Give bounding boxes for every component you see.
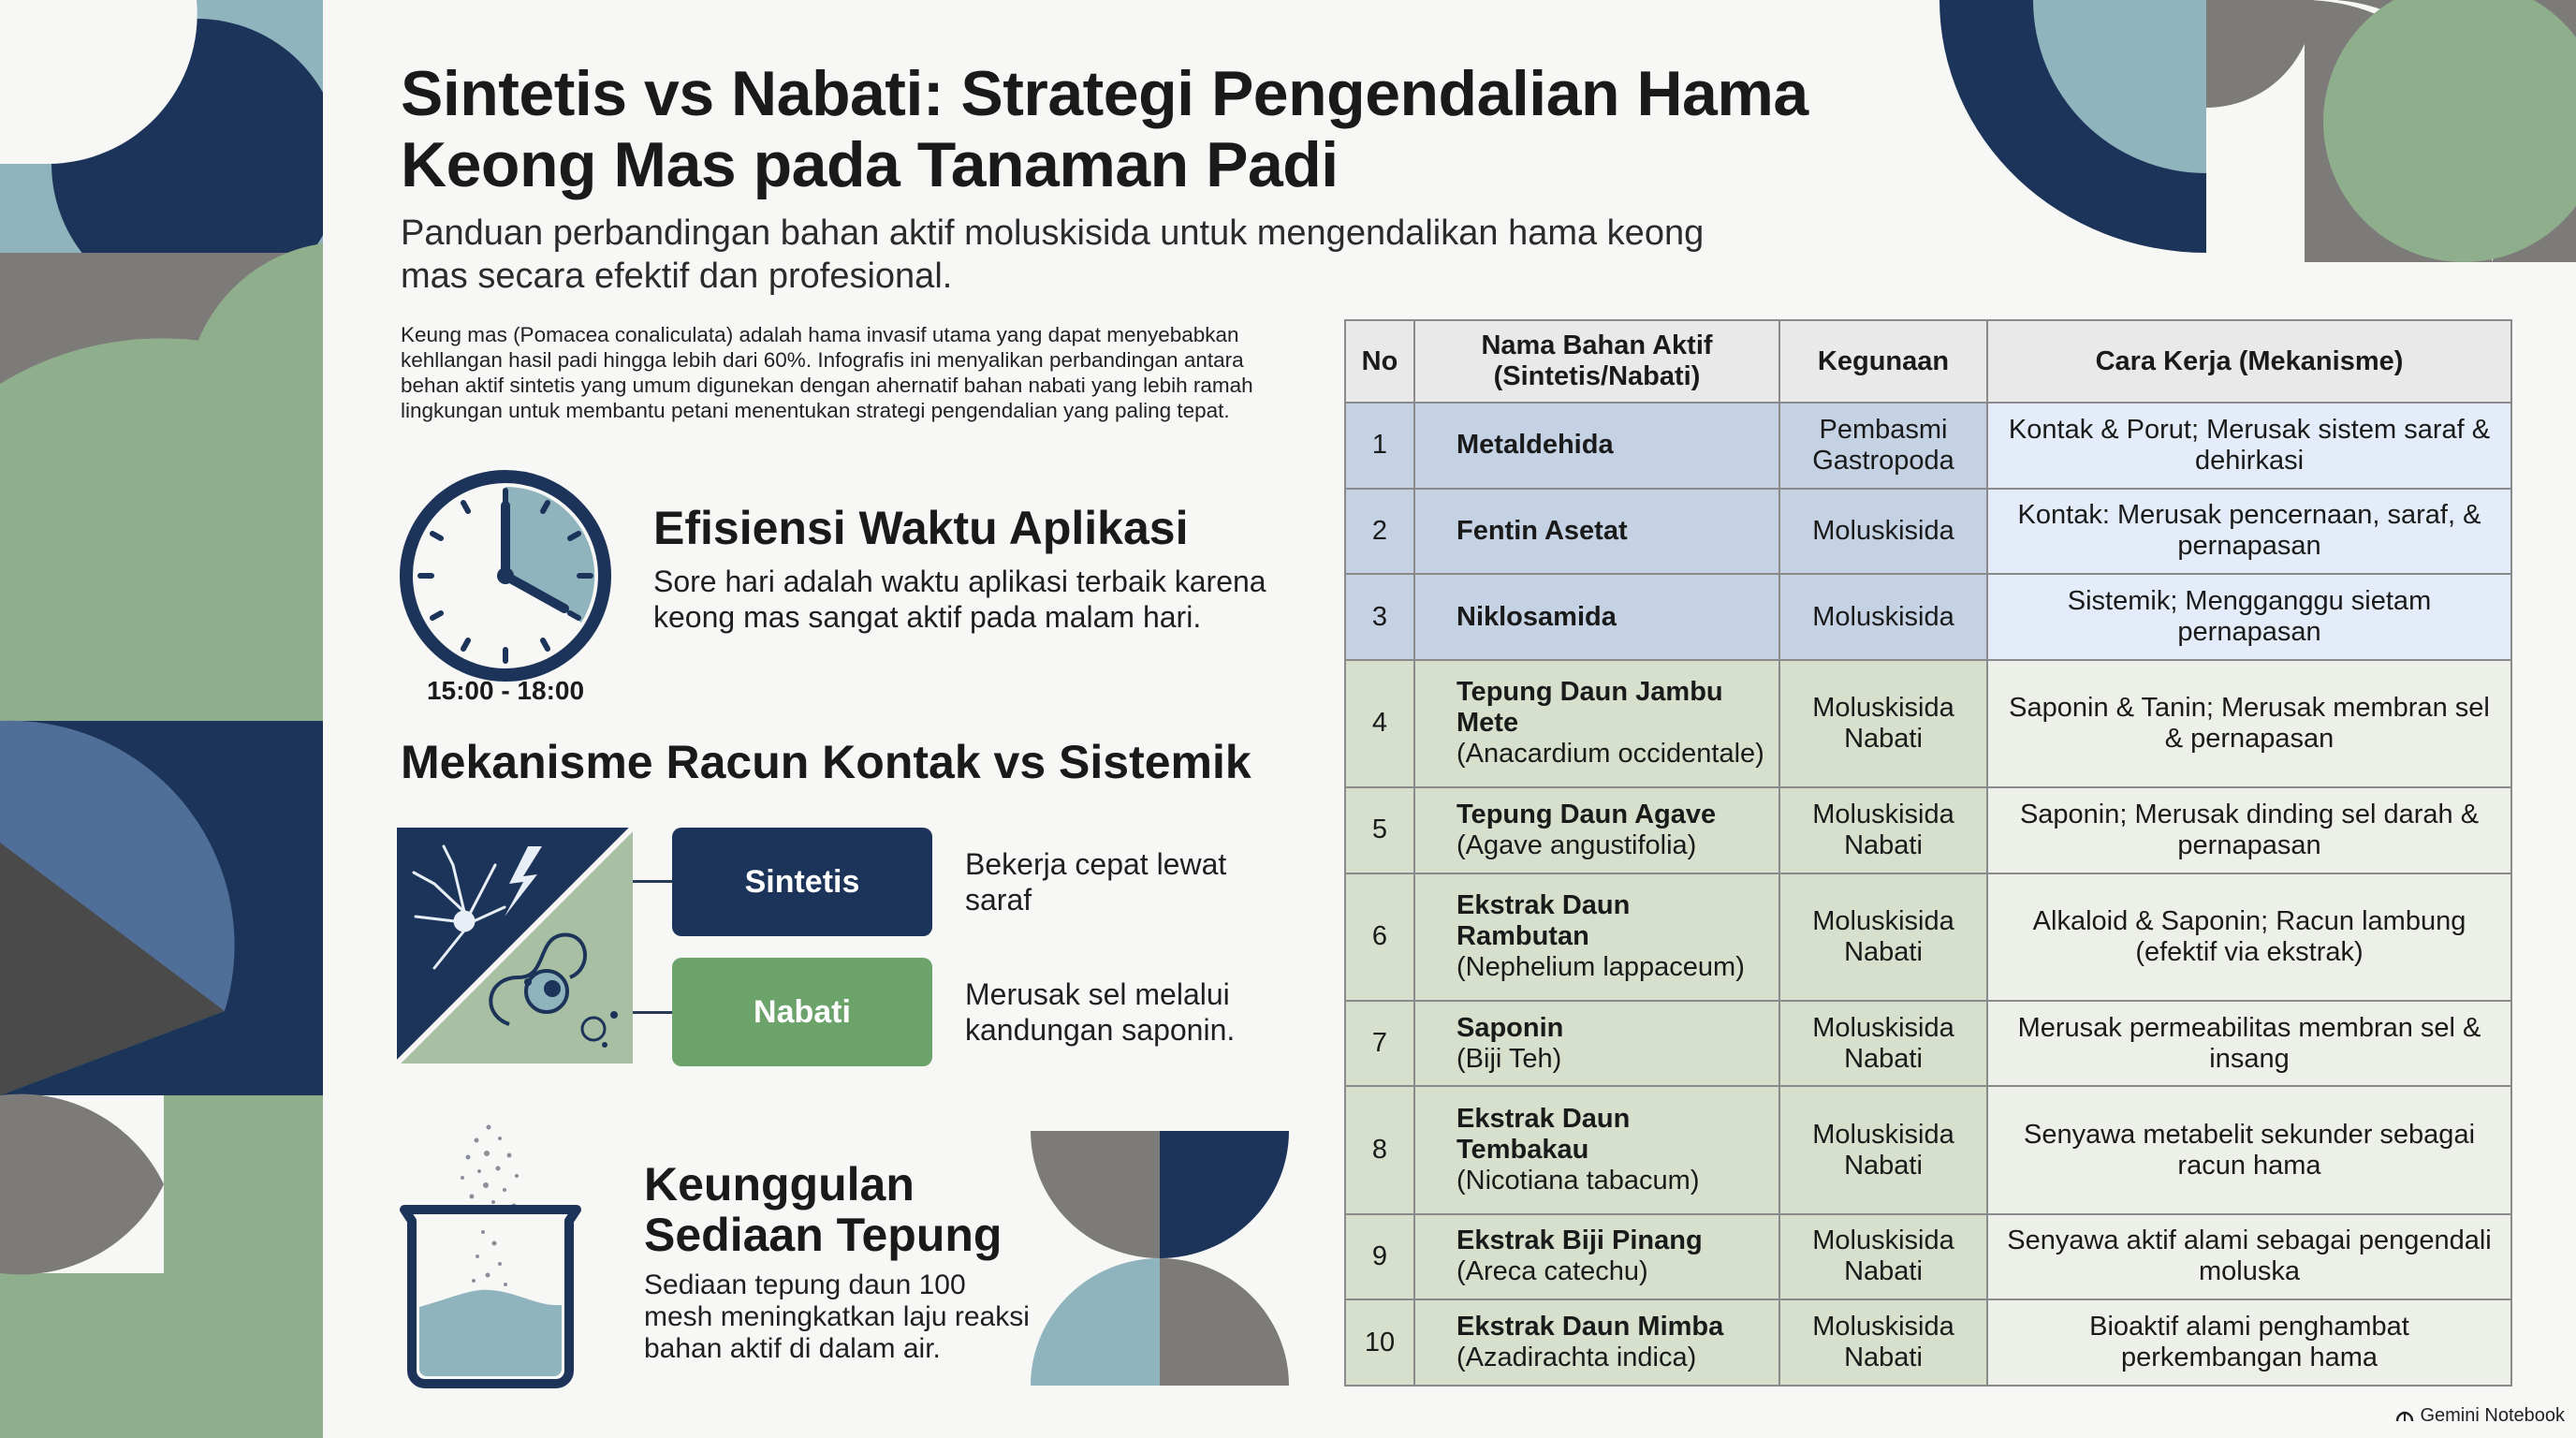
row-mechanism: Senyawa aktif alami sebagai pengendali moluska (1987, 1214, 2511, 1300)
row-active-ingredient (1414, 1299, 1779, 1386)
row-active-ingredient (1414, 403, 1779, 489)
ingredient-name: Ekstrak Biji Pinang (1456, 1225, 1703, 1256)
row-mechanism: Alkaloid & Saponin; Racun lambung (efektif via ekstrak) (1987, 873, 2511, 1001)
row-number: 5 (1345, 787, 1414, 873)
table-row (1345, 1001, 2511, 1087)
row-mechanism: Sistemik; Mengganggu sietam pernapasan (1987, 574, 2511, 660)
brand-text: Gemini Notebook (2420, 1405, 2565, 1426)
row-use: Moluskisida Nabati (1779, 1214, 1987, 1300)
geometric-decoration (1031, 1131, 1289, 1386)
row-active-ingredient (1414, 787, 1779, 873)
row-active-ingredient (1414, 873, 1779, 1001)
ingredient-name: Niklosamida (1456, 601, 1617, 632)
row-active-ingredient (1414, 1086, 1779, 1213)
ingredient-scientific-name: (Agave angustifolia) (1456, 829, 1697, 860)
table-row (1345, 787, 2511, 873)
row-active-ingredient (1414, 1001, 1779, 1087)
synthetic-description: Bekerja cepat lewat saraf (965, 847, 1227, 917)
page-title: Sintetis vs Nabati: Strategi Pengendalian Hama Keong Mas pada Tanaman Padi (401, 58, 1808, 200)
row-mechanism: Saponin & Tanin; Merusak membran sel & pernapasan (1987, 660, 2511, 787)
brand-label (2395, 1405, 2565, 1427)
section-title-mechanism: Mekanisme Racun Kontak vs Sistemik (401, 736, 1251, 788)
row-use: Moluskisida Nabati (1779, 787, 1987, 873)
row-use: Moluskisida Nabati (1779, 1086, 1987, 1213)
header-name: Nama Bahan Aktif (Sintetis/Nabati) (1414, 320, 1779, 403)
ingredient-name: Metaldehida (1456, 430, 1614, 461)
row-use: Moluskisida Nabati (1779, 1299, 1987, 1386)
row-number: 7 (1345, 1001, 1414, 1087)
table-row (1345, 660, 2511, 787)
row-use: Moluskisida Nabati (1779, 873, 1987, 1001)
table-row (1345, 1299, 2511, 1386)
ingredient-name: Tepung Daun Agave (1456, 799, 1717, 829)
ingredient-name: Saponin (1456, 1012, 1564, 1043)
section-title-time: Efisiensi Waktu Aplikasi (653, 502, 1189, 554)
botanical-description: Merusak sel melalui kandungan saponin. (965, 977, 1236, 1047)
ingredient-scientific-name: (Areca catechu) (1456, 1256, 1648, 1287)
row-number: 6 (1345, 873, 1414, 1001)
section-title-powder: Keunggulan Sediaan Tepung (644, 1158, 1003, 1261)
header-mechanism: Cara Kerja (Mekanisme) (1987, 320, 2511, 403)
table-row (1345, 403, 2511, 489)
header-use: Kegunaan (1779, 320, 1987, 403)
row-mechanism: Merusak permeabilitas membran sel & insang (1987, 1001, 2511, 1087)
ingredient-name: Tepung Daun Jambu Mete (1456, 677, 1723, 739)
connector-line (633, 1011, 672, 1014)
top-right-decoration (1939, 0, 2576, 262)
ingredient-scientific-name: (Anacardium occidentale) (1456, 739, 1764, 770)
row-mechanism: Kontak: Merusak pencernaan, saraf, & pernapasan (1987, 489, 2511, 575)
row-number: 9 (1345, 1214, 1414, 1300)
beaker-icon (397, 1120, 584, 1391)
neuron-cell-icon (397, 828, 633, 1064)
table-header-row (1345, 320, 2511, 403)
left-decoration (0, 0, 323, 1438)
row-number: 1 (1345, 403, 1414, 489)
table-row (1345, 489, 2511, 575)
row-use: Moluskisida Nabati (1779, 660, 1987, 787)
row-number: 10 (1345, 1299, 1414, 1386)
ingredient-name: Ekstrak Daun Tembakau (1456, 1104, 1631, 1166)
synthetic-label-badge: Sintetis (672, 828, 932, 936)
ingredient-scientific-name: (Nicotiana tabacum) (1456, 1166, 1700, 1196)
row-number: 3 (1345, 574, 1414, 660)
row-use: Moluskisida Nabati (1779, 1001, 1987, 1087)
row-use: Moluskisida (1779, 489, 1987, 575)
table-row (1345, 1086, 2511, 1213)
row-mechanism: Saponin; Merusak dinding sel darah & pernapasan (1987, 787, 2511, 873)
clock-icon (398, 468, 613, 683)
row-mechanism: Senyawa metabelit sekunder sebagai racun hama (1987, 1086, 2511, 1213)
ingredient-scientific-name: (Nephelium lappaceum) (1456, 952, 1745, 983)
ingredient-scientific-name: (Biji Teh) (1456, 1043, 1562, 1074)
botanical-label-badge: Nabati (672, 958, 932, 1066)
gemini-notebook-icon (2395, 1411, 2414, 1422)
ingredient-scientific-name: (Azadirachta indica) (1456, 1343, 1697, 1373)
header-no: No (1345, 320, 1414, 403)
table-row (1345, 574, 2511, 660)
intro-paragraph: Keung mas (Pomacea conaliculata) adalah hama invasif utama yang dapat menyebabkan kehllangan hasil padi hingga lebih dari 60%. Infografis ini menyalikan perbandingan antara behan aktif sintetis yang umum digunekan dengan ahernatif bahan nabati yang lebih ramah lingkungan untuk membantu petani menentukan strategi pengendalian yang paling tepat. (401, 323, 1253, 422)
row-mechanism: Kontak & Porut; Merusak sistem saraf & dehirkasi (1987, 403, 2511, 489)
row-mechanism: Bioaktif alami penghambat perkembangan hama (1987, 1299, 2511, 1386)
row-number: 2 (1345, 489, 1414, 575)
table-row (1345, 1214, 2511, 1300)
section-text-powder: Sediaan tepung daun 100 mesh meningkatkan laju reaksi bahan aktif di dalam air. (644, 1269, 1030, 1364)
ingredient-name: Fentin Asetat (1456, 515, 1628, 546)
row-active-ingredient (1414, 574, 1779, 660)
row-active-ingredient (1414, 1214, 1779, 1300)
row-use: Pembasmi Gastropoda (1779, 403, 1987, 489)
ingredient-name: Ekstrak Daun Rambutan (1456, 890, 1631, 952)
table-row (1345, 873, 2511, 1001)
page-subtitle: Panduan perbandingan bahan aktif moluskisida untuk mengendalikan hama keong mas secara efektif dan profesional. (401, 213, 1705, 296)
time-range-label: 15:00 - 18:00 (426, 676, 585, 705)
section-text-time: Sore hari adalah waktu aplikasi terbaik karena keong mas sangat aktif pada malam hari. (653, 565, 1266, 634)
row-use: Moluskisida (1779, 574, 1987, 660)
table-body (1345, 403, 2511, 1386)
comparison-table (1344, 319, 2512, 1387)
row-active-ingredient (1414, 489, 1779, 575)
connector-line (633, 880, 672, 883)
row-number: 8 (1345, 1086, 1414, 1213)
row-number: 4 (1345, 660, 1414, 787)
row-active-ingredient (1414, 660, 1779, 787)
ingredient-name: Ekstrak Daun Mimba (1456, 1312, 1724, 1343)
